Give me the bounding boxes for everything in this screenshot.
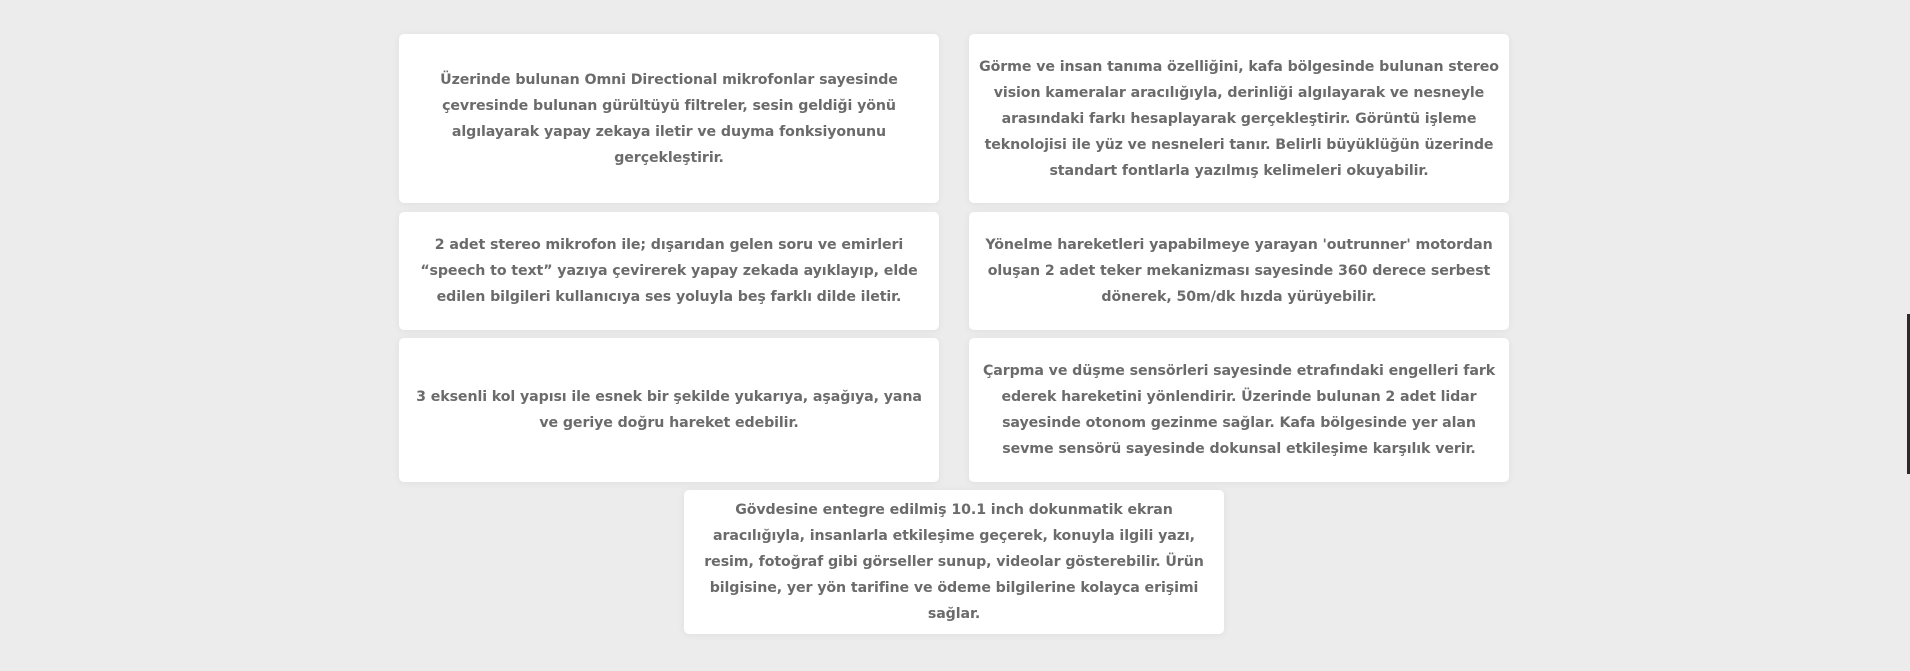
feature-card-arm [399,338,939,482]
feature-text: 2 adet stereo mikrofon ile; dışarıdan gelen soru ve emirleri “speech to text” yazıya çevirerek yapay zekada ayıklayıp, elde edilen bilgileri kullanıcıya ses yoluyla beş farklı dilde iletir. [420,237,918,305]
feature-text: Çarpma ve düşme sensörleri sayesinde etrafındaki engelleri fark ederek hareketini yönlendirir. Üzerinde bulunan 2 adet lidar sayesinde otonom gezinme sağlar. Kafa bölgesinde yer alan sevme sensörü sayesinde dokunsal etkileşime karşılık verir. [982,363,1496,457]
feature-text: Üzerinde bulunan Omni Directional mikrofonlar sayesinde çevresinde bulunan gürültüyü filtreler, sesin geldiği yönü algılayarak yapay zekaya iletir ve duyma fonksiyonunu gerçekleştirir. [440,71,898,166]
feature-card-speech [399,212,939,330]
feature-card-mobility [969,212,1509,330]
feature-text: Yönelme hareketleri yapabilmeye yarayan 'outrunner' motordan oluşan 2 adet teker mekanizması sayesinde 360 derece serbest dönerek, 50m/dk hızda yürüyebilir. [985,237,1493,305]
feature-card-vision [969,34,1509,203]
feature-text: Görme ve insan tanıma özelliğini, kafa bölgesinde bulunan stereo vision kameralar aracılığıyla, derinliği algılayarak ve nesneyle arasındaki farkı hesaplayarak gerçekleştirir. Görüntü işleme teknolojisi ile yüz ve nesneleri tanır. Belirli büyüklüğün üzerinde standart fontlarla yazılmış kelimeleri okuyabilir. [979,58,1499,179]
feature-text: 3 eksenli kol yapısı ile esnek bir şekilde yukarıya, aşağıya, yana ve geriye doğru hareket edebilir. [416,389,922,431]
feature-card-hearing [399,34,939,203]
feature-card-sensors [969,338,1509,482]
feature-card-screen [684,490,1224,634]
feature-text: Gövdesine entegre edilmiş 10.1 inch dokunmatik ekran aracılığıyla, insanlarla etkileşime geçerek, konuyla ilgili yazı, resim, fotoğraf gibi görseller sunup, videolar gösterebilir. Ürün bilgisine, yer yön tarifine ve ödeme bilgilerine kolayca erişimi sağlar. [704,502,1204,622]
